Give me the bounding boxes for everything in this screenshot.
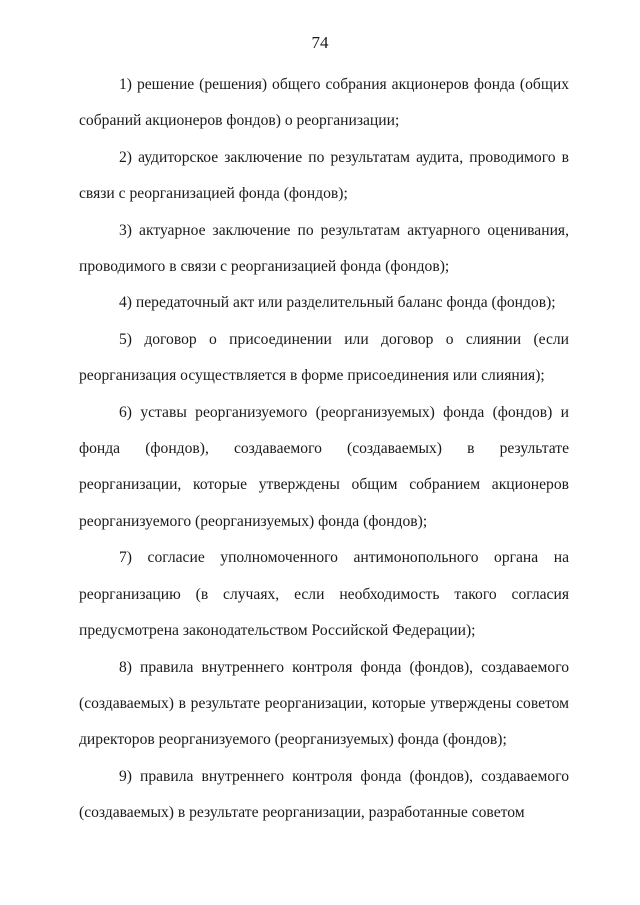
list-item-9: 9) правила внутреннего контроля фонда (фондов), создаваемого (создаваемых) в результате реорганизации, разработанные советом [79,767,569,822]
list-item-8: 8) правила внутреннего контроля фонда (фондов), создаваемого (создаваемых) в результате реорганизации, которые утверждены советом директоров реорганизуемого (реорганизуемых) фонда (фондов); [79,658,569,749]
list-item-5: 5) договор о присоединении или договор о слиянии (если реорганизация осуществляется в форме присоединения или слияния); [79,330,569,385]
list-item-1: 1) решение (решения) общего собрания акционеров фонда (общих собраний акционеров фондов) о реорганизации; [79,76,569,130]
list-item-6: 6) уставы реорганизуемого (реорганизуемых) фонда (фондов) и фонда (фондов), создаваемого (создаваемых) в результате реорганизации, которые утверждены общим собранием акционеров реорганизуемого (реорганизуемых) фонда (фондов); [79,403,569,530]
list-item-3: 3) актуарное заключение по результатам актуарного оценивания, проводимого в связи с реорганизацией фонда (фондов); [79,221,569,276]
list-item-2: 2) аудиторское заключение по результатам аудита, проводимого в связи с реорганизацией фонда (фондов); [79,148,569,203]
document-body [79,67,569,832]
page-number: 74 [311,33,329,52]
list-item-4: 4) передаточный акт или разделительный баланс фонда (фондов); [119,294,556,312]
list-item-7: 7) согласие уполномоченного антимонопольного органа на реорганизацию (в случаях, если необходимость такого согласия предусмотрена законодательством Российской Федерации); [79,549,569,640]
